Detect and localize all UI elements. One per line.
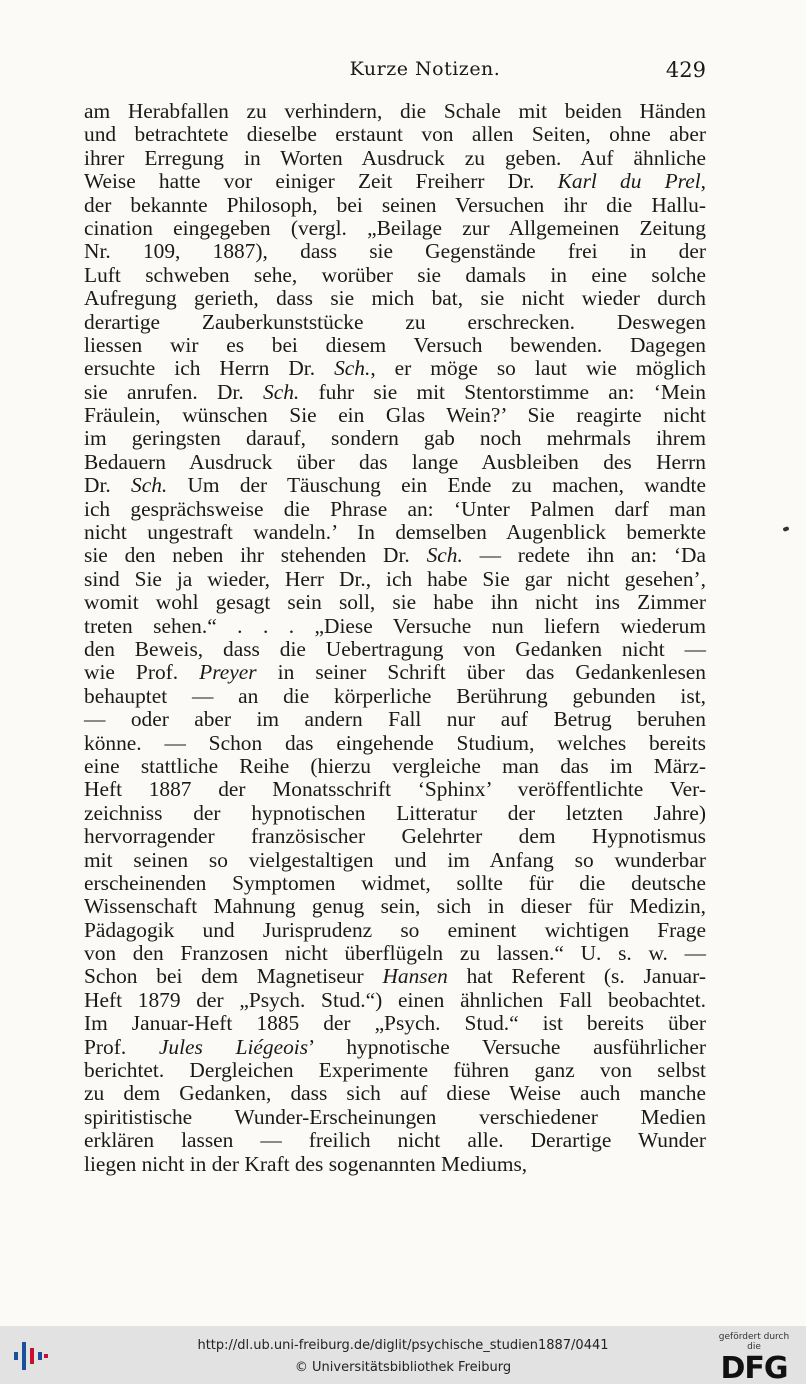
ink-speck: [782, 526, 789, 532]
text-line: treten sehen.“ . . . „Diese Versuche nun liefern wiederum: [84, 613, 706, 638]
text-line: spiritistische Wunder-Erscheinungen verschiedener Medien: [84, 1104, 706, 1129]
text-line: Weise hatte vor einiger Zeit Freiherr Dr. Karl du Prel,: [84, 169, 706, 194]
text-line: berichtet. Dergleichen Experimente führen ganz von selbst: [84, 1058, 706, 1083]
page-header: [84, 58, 706, 88]
text-line: zeichniss der hypnotischen Litteratur der letzten Jahre): [84, 800, 706, 825]
text-line: Heft 1879 der „Psych. Stud.“) einen ähnlichen Fall beobachtet.: [84, 987, 706, 1012]
text-line: Heft 1887 der Monatsschrift ‘Sphinx’ veröffentlichte Ver-: [84, 777, 706, 802]
source-url-link[interactable]: http://dl.ub.uni-freiburg.de/diglit/psychische_studien1887/0441: [197, 1338, 609, 1353]
text-line: mit seinen so vielgestaltigen und im Anfang so wunderbar: [84, 847, 706, 872]
text-line: hervorragender französischer Gelehrter dem Hypnotismus: [84, 824, 706, 849]
running-title: Kurze Notizen.: [349, 58, 501, 80]
text-line: von den Franzosen nicht überflügeln zu lassen.“ U. s. w. —: [84, 941, 706, 966]
text-line: erscheinenden Symptomen widmet, sollte für die deutsche: [84, 870, 706, 895]
text-line: derartige Zauberkunststücke zu erschrecken. Deswegen: [84, 309, 706, 334]
text-line: Im Januar-Heft 1885 der „Psych. Stud.“ ist bereits über: [84, 1011, 706, 1036]
text-line: womit wohl gesagt sein soll, sie habe ihn nicht ins Zimmer: [84, 590, 706, 615]
text-line: könne. — Schon das eingehende Studium, welches bereits: [84, 730, 706, 755]
text-line: wie Prof. Preyer in seiner Schrift über das Gedankenlesen: [84, 660, 706, 685]
text-line: Schon bei dem Magnetiseur Hansen hat Referent (s. Januar-: [84, 964, 706, 989]
text-line: Bedauern Ausdruck über das lange Ausbleiben des Herrn: [84, 449, 706, 474]
text-line: Fräulein, wünschen Sie ein Glas Wein?’ Sie reagirte nicht: [84, 403, 706, 428]
text-line: ich gesprächsweise die Phrase an: ‘Unter Palmen darf man: [84, 496, 706, 521]
dfg-caption: gefördert durch die: [718, 1332, 790, 1352]
text-line: Prof. Jules Liégeois’ hypnotische Versuche ausführlicher: [84, 1034, 706, 1059]
text-line: sind Sie ja wieder, Herr Dr., ich habe Sie gar nicht gesehen’,: [84, 566, 706, 591]
copyright-text: © Universitätsbibliothek Freiburg: [294, 1360, 512, 1375]
text-line: Nr. 109, 1887), dass sie Gegenstände frei in der: [84, 239, 706, 264]
text-line: — oder aber im andern Fall nur auf Betrug beruhen: [84, 707, 706, 732]
text-line: zu dem Gedanken, dass sich auf diese Weise auch manche: [84, 1081, 706, 1106]
text-line: der bekannte Philosoph, bei seinen Versuchen ihr die Hallu-: [84, 192, 706, 217]
text-line: Luft schweben sehe, worüber sie damals in eine solche: [84, 262, 706, 287]
text-line: behauptet — an die körperliche Berührung gebunden ist,: [84, 683, 706, 708]
text-line: nicht ungestraft wandeln.’ In demselben Augenblick bemerkte: [84, 520, 706, 545]
text-line: liessen wir es bei diesem Versuch bewenden. Dagegen: [84, 332, 706, 357]
text-line: erklären lassen — freilich nicht alle. Derartige Wunder: [84, 1128, 706, 1153]
text-line: liegen nicht in der Kraft des sogenannten Mediums,: [84, 1151, 528, 1176]
page-number: 429: [665, 58, 706, 82]
dfg-logo: [712, 1332, 796, 1386]
text-line: Wissenschaft Mahnung genug sein, sich in dieser für Medizin,: [84, 894, 706, 919]
text-line: Aufregung gerieth, dass sie mich bat, sie nicht wieder durch: [84, 286, 706, 311]
text-line: ersuchte ich Herrn Dr. Sch., er möge so laut wie möglich: [84, 356, 706, 381]
text-line: den Beweis, dass die Uebertragung von Gedanken nicht —: [84, 636, 706, 661]
text-line: cination eingegeben (vergl. „Beilage zur Allgemeinen Zeitung: [84, 215, 706, 240]
footer-bar: [0, 1326, 806, 1384]
dfg-logo-text: DFG: [720, 1351, 788, 1386]
text-line: Pädagogik und Jurisprudenz so eminent wichtigen Frage: [84, 917, 706, 942]
text-line: und betrachtete dieselbe erstaunt von allen Seiten, ohne aber: [84, 122, 706, 147]
body-text: [84, 100, 706, 1176]
text-line: eine stattliche Reihe (hierzu vergleiche man das im März-: [84, 753, 706, 778]
text-line: im geringsten darauf, sondern gab noch mehrmals ihrem: [84, 426, 706, 451]
text-line: sie den neben ihr stehenden Dr. Sch. — redete ihn an: ‘Da: [84, 543, 706, 568]
text-line: am Herabfallen zu verhindern, die Schale mit beiden Händen: [84, 99, 706, 123]
text-line: sie anrufen. Dr. Sch. fuhr sie mit Stentorstimme an: ‘Mein: [84, 379, 706, 404]
text-line: ihrer Erregung in Worten Ausdruck zu geben. Auf ähnliche: [84, 145, 706, 170]
text-line: Dr. Sch. Um der Täuschung ein Ende zu machen, wandte: [84, 473, 706, 498]
